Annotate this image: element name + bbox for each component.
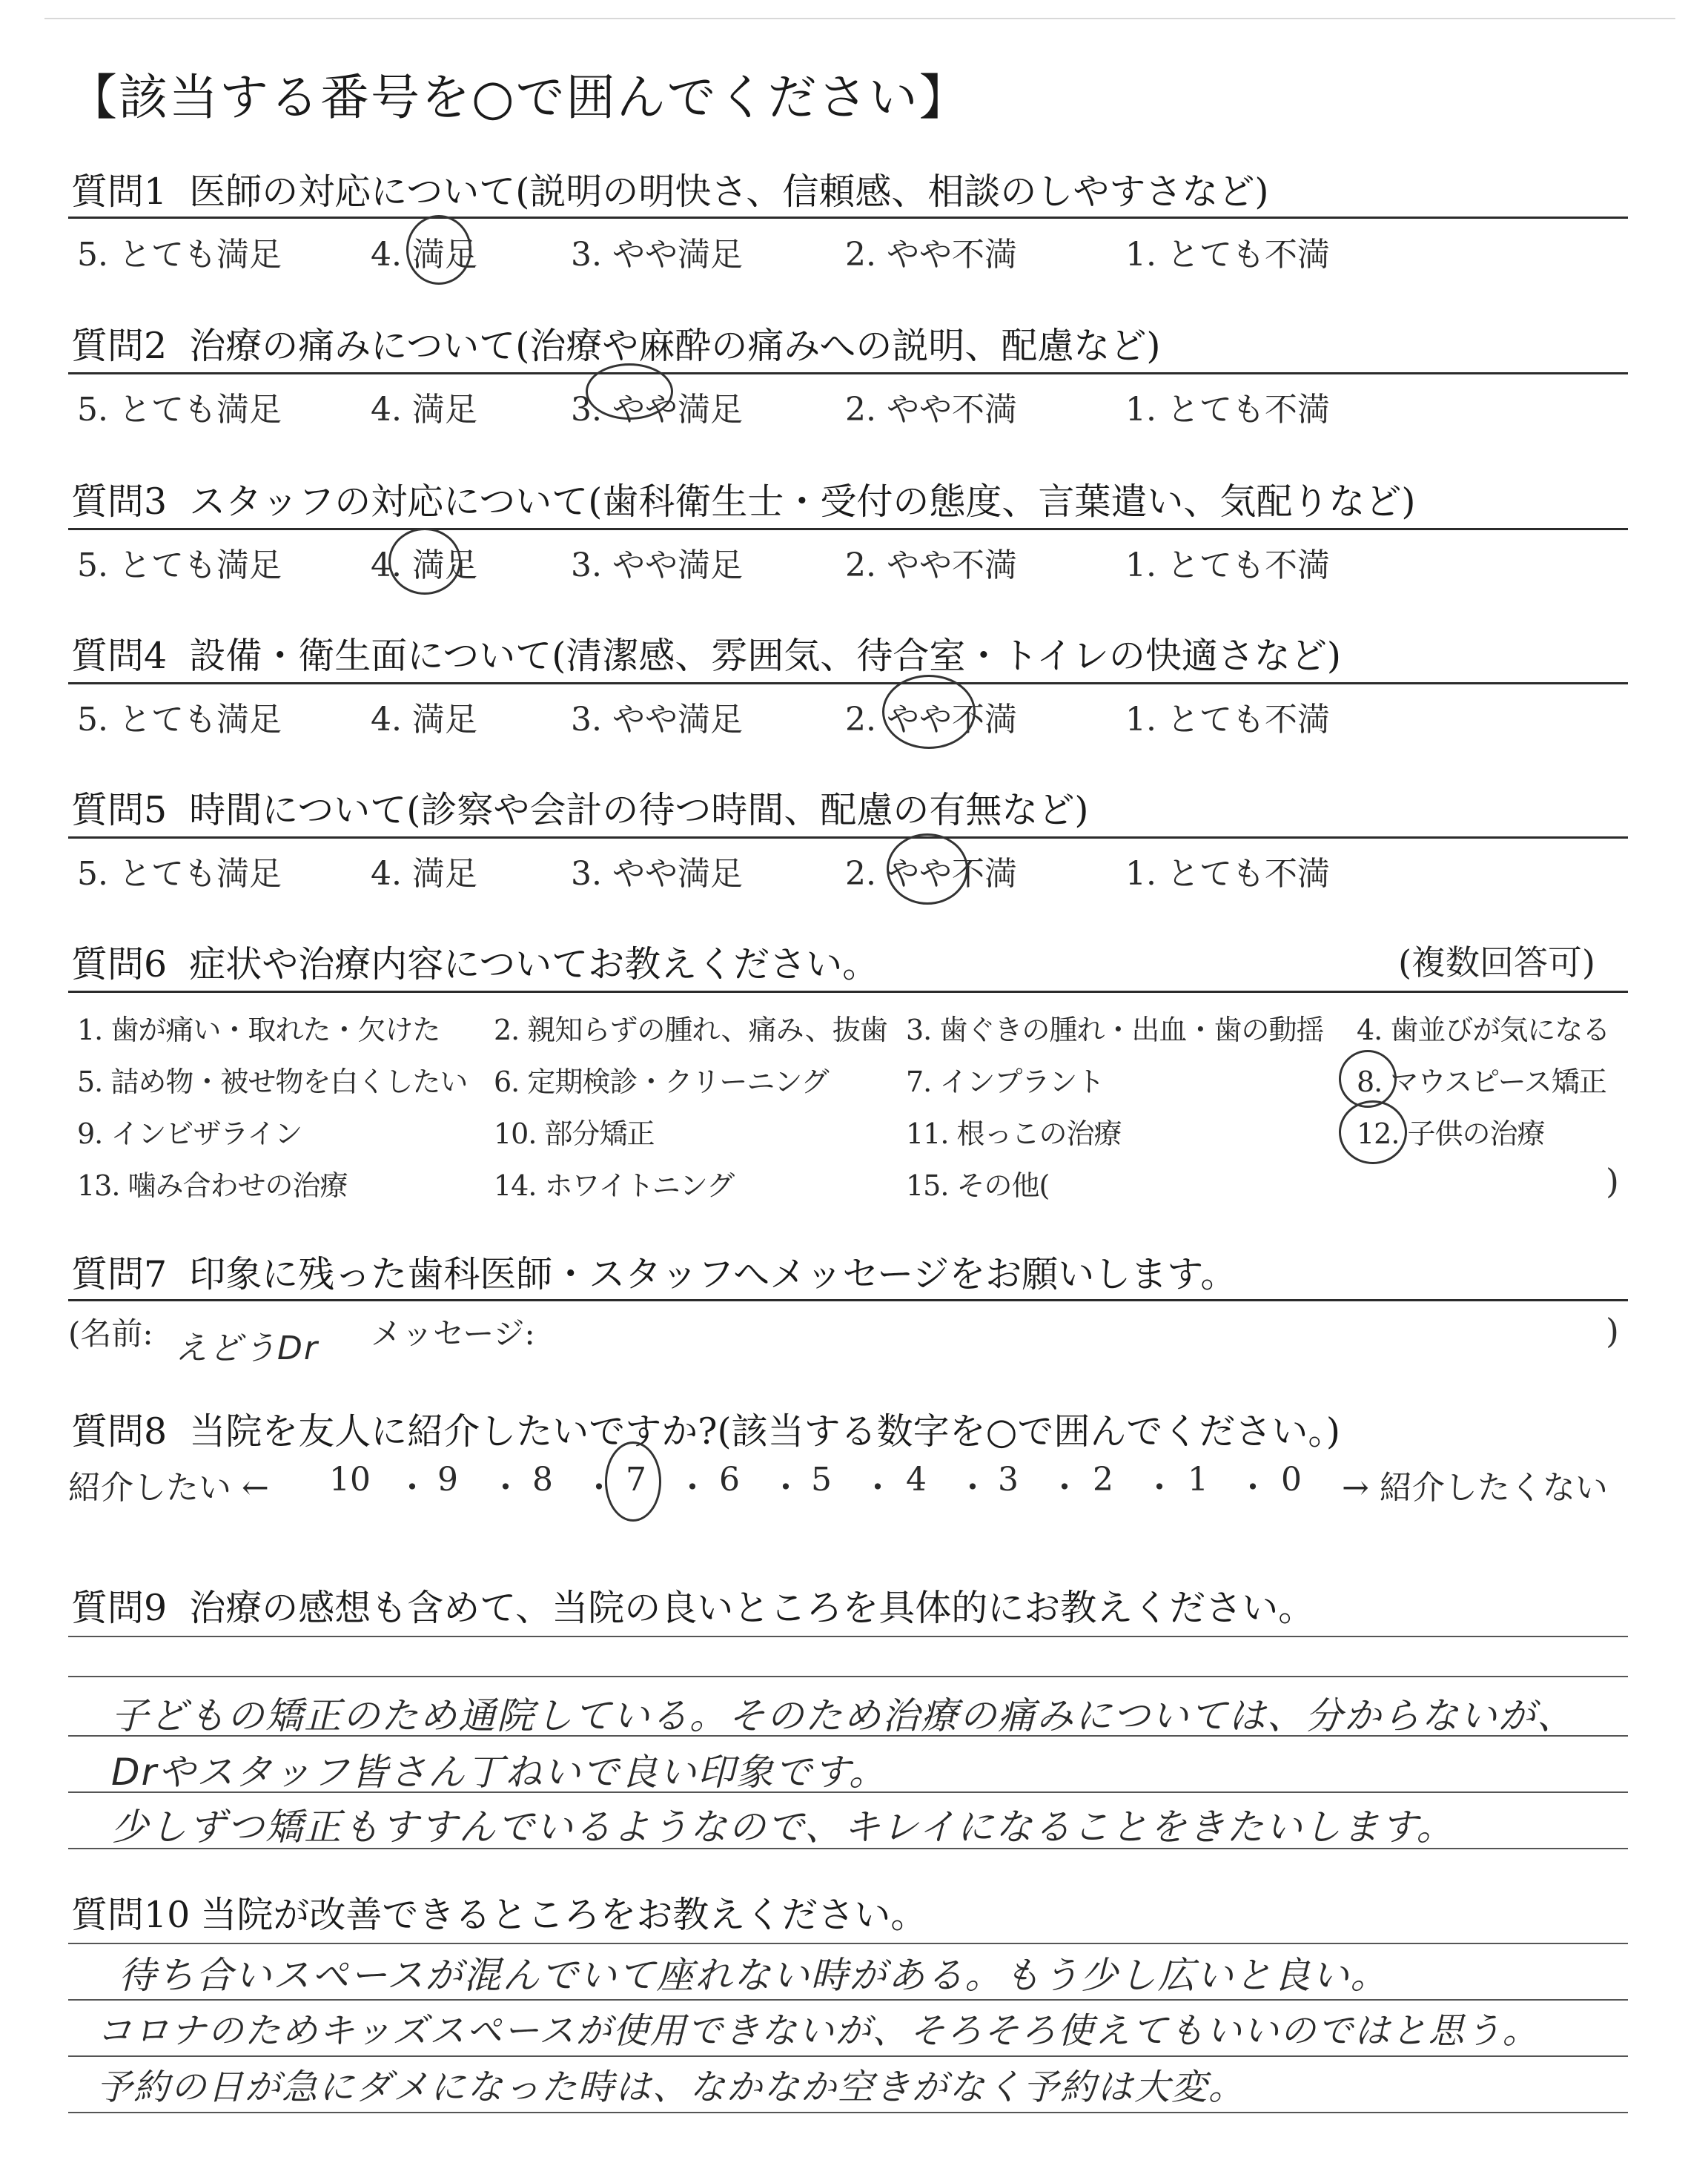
- question-label: 質問4: [71, 635, 168, 677]
- scale-0[interactable]: 0: [1281, 1461, 1302, 1499]
- divider: [68, 372, 1628, 374]
- q6-item[interactable]: 1. 歯が痛い・取れた・欠けた: [77, 1014, 440, 1046]
- q10-answer-line-2: コロナのためキッズスペースが使用できないが、そろそろ使えてもいいのではと思う。: [96, 2010, 1540, 2052]
- q6-item[interactable]: 2. 親知らずの腫れ、痛み、抜歯: [494, 1014, 887, 1046]
- top-divider: [44, 18, 1675, 19]
- scale-7[interactable]: 7: [626, 1461, 646, 1499]
- question-3-heading: [71, 473, 1415, 525]
- q10-answer-line-3: 予約の日が急にダメになった時は、なかなか空きがなく予約は大変。: [96, 2067, 1246, 2108]
- answer-line: [68, 2055, 1628, 2057]
- q4-option-3[interactable]: 3. やや満足: [571, 701, 743, 739]
- q6-item[interactable]: 4. 歯並びが気になる: [1357, 1014, 1610, 1046]
- divider: [68, 991, 1628, 993]
- q10-answer-line-1: 待ち合いスペースが混んでいて座れない時がある。もう少し広いと良い。: [119, 1954, 1389, 1997]
- divider: [68, 217, 1628, 219]
- answer-line: [68, 1636, 1628, 1637]
- scale-dot: ・: [1237, 1469, 1269, 1507]
- q6-item[interactable]: 14. ホワイトニング: [494, 1169, 735, 1202]
- question-10-heading: [71, 1886, 927, 1938]
- question-text: 医師の対応について(説明の明快さ、信頼感、相談のしやすさなど): [189, 171, 1269, 213]
- q2-option-4[interactable]: 4. 満足: [371, 391, 477, 429]
- scale-dot: ・: [489, 1469, 522, 1507]
- answer-line: [68, 1676, 1628, 1677]
- question-7-heading: [71, 1246, 1237, 1298]
- question-label: 質問5: [71, 789, 168, 831]
- question-2-heading: [71, 317, 1160, 369]
- q2-option-2[interactable]: 2. やや不満: [845, 391, 1017, 429]
- q5-option-5[interactable]: 5. とても満足: [77, 855, 282, 893]
- question-9-heading: [71, 1579, 1314, 1631]
- q6-item[interactable]: 8. マウスピース矯正: [1357, 1066, 1606, 1098]
- q4-option-1[interactable]: 1. とても不満: [1125, 701, 1330, 739]
- question-6-heading: [71, 936, 878, 988]
- question-text: 印象に残った歯科医師・スタッフへメッセージをお願いします。: [189, 1253, 1237, 1295]
- scale-dot: ・: [583, 1469, 615, 1507]
- question-text: スタッフの対応について(歯科衛生士・受付の態度、言葉遣い、気配りなど): [189, 480, 1416, 523]
- question-text: 症状や治療内容についてお教えください。: [189, 943, 879, 985]
- scale-dot: ・: [1048, 1469, 1081, 1507]
- scale-left-label: 紹介したい ←: [68, 1469, 269, 1507]
- q2-option-5[interactable]: 5. とても満足: [77, 391, 282, 429]
- q5-option-1[interactable]: 1. とても不満: [1125, 855, 1330, 893]
- question-text: 当院が改善できるところをお教えください。: [200, 1894, 927, 1936]
- name-label: (名前:: [68, 1315, 153, 1352]
- q6-item[interactable]: 9. インビザライン: [77, 1117, 302, 1150]
- q6-item[interactable]: 3. 歯ぐきの腫れ・出血・歯の動揺: [906, 1014, 1324, 1046]
- message-close-paren: ): [1606, 1311, 1619, 1351]
- divider: [68, 682, 1628, 684]
- q1-option-2[interactable]: 2. やや不満: [845, 236, 1017, 274]
- question-4-heading: [71, 627, 1341, 679]
- question-label: 質問9: [71, 1587, 168, 1629]
- scale-dot: ・: [396, 1469, 428, 1507]
- scale-right-label: → 紹介したくない: [1342, 1469, 1608, 1507]
- question-label: 質問10: [71, 1894, 191, 1936]
- q6-item[interactable]: 7. インプラント: [906, 1066, 1105, 1098]
- q1-option-1[interactable]: 1. とても不満: [1125, 236, 1330, 274]
- q3-option-2[interactable]: 2. やや不満: [845, 546, 1017, 584]
- q3-option-3[interactable]: 3. やや満足: [571, 546, 743, 584]
- scale-8[interactable]: 8: [532, 1461, 553, 1499]
- q1-option-4[interactable]: 4. 満足: [371, 236, 477, 274]
- question-label: 質問6: [71, 943, 168, 985]
- q6-item[interactable]: 13. 噛み合わせの治療: [77, 1169, 348, 1202]
- question-label: 質問2: [71, 325, 168, 367]
- q6-item[interactable]: 6. 定期検診・クリーニング: [494, 1066, 829, 1098]
- multiple-answer-note: (複数回答可): [1398, 942, 1595, 982]
- scale-dot: ・: [861, 1469, 894, 1507]
- scale-6[interactable]: 6: [719, 1461, 740, 1499]
- name-handwritten: えどうDr: [175, 1330, 319, 1367]
- question-label: 質問3: [71, 480, 168, 523]
- question-label: 質問1: [71, 171, 168, 213]
- q5-option-3[interactable]: 3. やや満足: [571, 855, 743, 893]
- scale-1[interactable]: 1: [1188, 1461, 1208, 1499]
- scale-10[interactable]: 10: [329, 1461, 371, 1499]
- scale-4[interactable]: 4: [906, 1461, 927, 1499]
- q3-option-4[interactable]: 4. 満足: [371, 546, 477, 584]
- q3-option-1[interactable]: 1. とても不満: [1125, 546, 1330, 584]
- q6-item[interactable]: 15. その他(: [906, 1169, 1050, 1202]
- q9-answer-line-3: 少しずつ矯正もすすんでいるようなので、キレイになることをきたいします。: [111, 1806, 1455, 1849]
- q5-option-4[interactable]: 4. 満足: [371, 855, 477, 893]
- page-title: 【該当する番号を○で囲んでください】: [68, 69, 970, 126]
- divider: [68, 528, 1628, 530]
- question-label: 質問8: [71, 1410, 168, 1453]
- divider: [68, 836, 1628, 839]
- q4-option-5[interactable]: 5. とても満足: [77, 701, 282, 739]
- question-1-heading: [71, 163, 1268, 215]
- q9-answer-line-2: Drやスタッフ皆さん丁ねいで良い印象です。: [111, 1751, 888, 1794]
- q3-option-5[interactable]: 5. とても満足: [77, 546, 282, 584]
- scale-2[interactable]: 2: [1093, 1461, 1113, 1499]
- q4-option-2[interactable]: 2. やや不満: [845, 701, 1017, 739]
- question-text: 治療の感想も含めて、当院の良いところを具体的にお教えください。: [189, 1587, 1315, 1629]
- q5-option-2[interactable]: 2. やや不満: [845, 855, 1017, 893]
- question-text: 設備・衛生面について(清潔感、雰囲気、待合室・トイレの快適さなど): [189, 635, 1341, 677]
- q1-option-5[interactable]: 5. とても満足: [77, 236, 282, 274]
- scale-dot: ・: [769, 1469, 802, 1507]
- question-text: 時間について(診察や会計の待つ時間、配慮の有無など): [189, 789, 1089, 831]
- scale-9[interactable]: 9: [437, 1461, 458, 1499]
- q2-option-1[interactable]: 1. とても不満: [1125, 391, 1330, 429]
- q2-option-3[interactable]: 3. やや満足: [571, 391, 743, 429]
- q1-option-3[interactable]: 3. やや満足: [571, 236, 743, 274]
- question-text: 治療の痛みについて(治療や麻酔の痛みへの説明、配慮など): [189, 325, 1161, 367]
- answer-line: [68, 2112, 1628, 2113]
- scale-dot: ・: [1143, 1469, 1176, 1507]
- q6-item[interactable]: 10. 部分矯正: [494, 1117, 655, 1150]
- q9-answer-line-1: 子どもの矯正のため通院している。そのため治療の痛みについては、分からないが、: [111, 1694, 1575, 1737]
- q6-item[interactable]: 12. 子供の治療: [1357, 1117, 1545, 1150]
- question-8-heading: [71, 1403, 1340, 1455]
- scale-dot: ・: [676, 1469, 709, 1507]
- answer-line: [68, 1943, 1628, 1944]
- answer-line: [68, 1999, 1628, 2001]
- question-label: 質問7: [71, 1253, 168, 1295]
- scale-5[interactable]: 5: [811, 1461, 832, 1499]
- q6-other-close-paren: ): [1606, 1161, 1619, 1201]
- question-5-heading: [71, 782, 1088, 833]
- q6-item[interactable]: 5. 詰め物・被せ物を白くしたい: [77, 1066, 468, 1098]
- q6-item[interactable]: 11. 根っこの治療: [906, 1117, 1122, 1150]
- message-label: メッセージ:: [371, 1315, 535, 1352]
- q4-option-4[interactable]: 4. 満足: [371, 701, 477, 739]
- scale-dot: ・: [956, 1469, 989, 1507]
- scale-3[interactable]: 3: [998, 1461, 1019, 1499]
- divider: [68, 1299, 1628, 1301]
- question-text: 当院を友人に紹介したいですか?(該当する数字を○で囲んでください。): [189, 1410, 1340, 1453]
